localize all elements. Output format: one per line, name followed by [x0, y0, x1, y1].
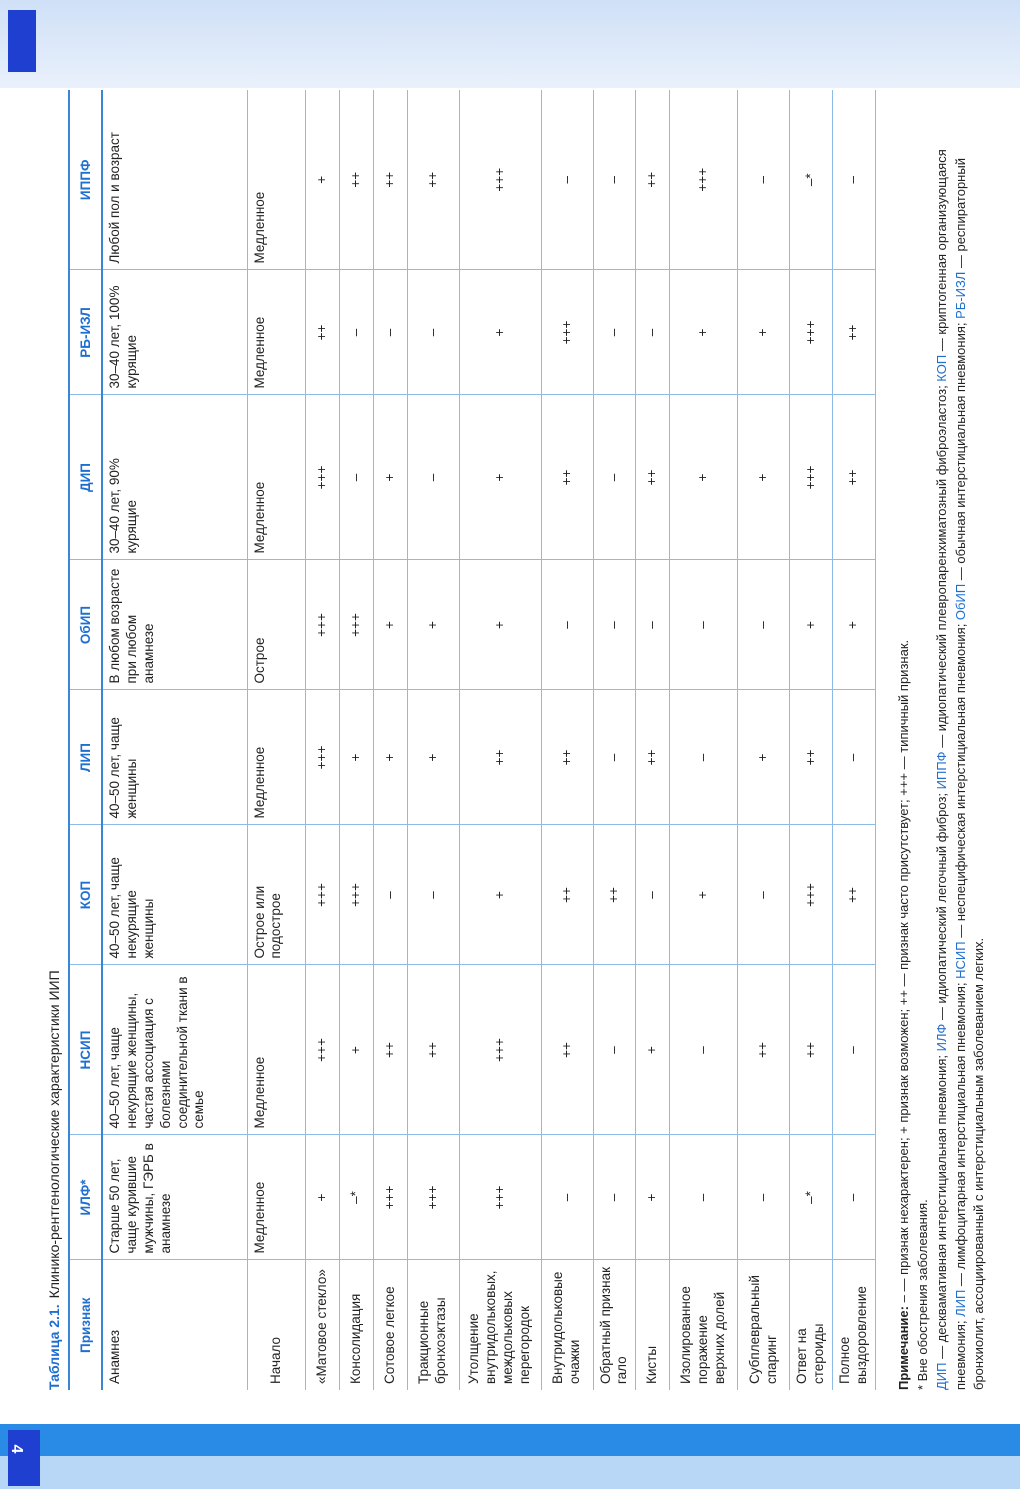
table-row — [247, 90, 305, 1390]
table-cell: +++ — [305, 965, 339, 1135]
table-row — [593, 90, 636, 1390]
table-cell: +++ — [670, 90, 738, 270]
table-cell: ++ — [790, 690, 833, 825]
table-cell: + — [636, 1135, 670, 1260]
table-cell: ++ — [636, 90, 670, 270]
notes-footnote: * Вне обострения заболевания. — [914, 1199, 930, 1390]
abbr-value: — лимфоцитарная интерстициальная пневмония; — [952, 978, 968, 1290]
table-cell: +++ — [790, 825, 833, 965]
table-cell: – — [541, 1135, 593, 1260]
table-cell: – — [738, 1135, 790, 1260]
table-cell: + — [790, 560, 833, 690]
table-cell: ++ — [373, 965, 407, 1135]
table-cell: – — [407, 270, 459, 395]
table-cell: – — [636, 825, 670, 965]
table-cell: – — [339, 270, 373, 395]
table-row — [459, 90, 541, 1390]
table-cell: – — [738, 825, 790, 965]
table-header-row — [69, 90, 102, 1390]
abbr-key: ОбИП — [952, 583, 968, 621]
row-label: Анамнез — [102, 1260, 247, 1390]
table-cell: –* — [339, 1135, 373, 1260]
table-cell: + — [459, 825, 541, 965]
table-cell: ++ — [636, 395, 670, 560]
table-cell: ++ — [339, 90, 373, 270]
table-cell: – — [738, 90, 790, 270]
table-cell: Острое или подострое — [247, 825, 305, 965]
corner-marker — [8, 10, 36, 72]
table-cell: – — [593, 690, 636, 825]
table-cell: – — [833, 965, 876, 1135]
abbr-key: РБ-ИЗЛ — [952, 271, 968, 319]
table-cell: + — [738, 395, 790, 560]
table-row — [790, 90, 833, 1390]
table-notes — [895, 90, 989, 1390]
table-cell: Медленное — [247, 395, 305, 560]
table-cell: +++ — [459, 965, 541, 1135]
table-cell: ++ — [636, 690, 670, 825]
table-cell: +++ — [459, 90, 541, 270]
table-cell: ++ — [407, 90, 459, 270]
column-header: ДИП — [69, 395, 102, 560]
table-body — [102, 90, 875, 1390]
table-cell: + — [305, 90, 339, 270]
table-cell: + — [407, 560, 459, 690]
table-cell: ++ — [541, 825, 593, 965]
table-cell: – — [833, 690, 876, 825]
table-cell: Острое — [247, 560, 305, 690]
table-cell: ++ — [541, 690, 593, 825]
table-row — [339, 90, 373, 1390]
abbr-value: — неспецифическая интерстициальная пневмония; — [952, 620, 968, 942]
row-label: «Матовое стекло» — [305, 1260, 339, 1390]
row-label: Утолщение внутридольковых, междольковых перегородок — [459, 1260, 541, 1390]
table-cell: + — [670, 270, 738, 395]
column-header: ЛИП — [69, 690, 102, 825]
table-cell: – — [833, 1135, 876, 1260]
abbr-value: — десквамативная интерстициальная пневмония; — [933, 1051, 949, 1363]
notes-legend-line — [895, 90, 914, 1390]
table-cell: – — [593, 560, 636, 690]
row-label: Сотовое легкое — [373, 1260, 407, 1390]
abbr-key: ЛИП — [952, 1289, 968, 1317]
column-header: Признак — [69, 1260, 102, 1390]
abbr-value: — респираторный бронхиолит, ассоциированный с интерстициальным заболеванием легких. — [952, 158, 987, 1390]
table-cell: + — [738, 270, 790, 395]
table-row — [636, 90, 670, 1390]
table-cell: ++ — [541, 395, 593, 560]
table-cell: +++ — [541, 270, 593, 395]
table-cell: – — [541, 90, 593, 270]
table-cell: + — [373, 395, 407, 560]
table-cell: – — [670, 965, 738, 1135]
table-cell: + — [373, 690, 407, 825]
table-cell: + — [339, 965, 373, 1135]
table-cell: Старше 50 лет, чаще курившие мужчины, ГЭРБ в анамнезе — [102, 1135, 247, 1260]
table-cell: + — [738, 690, 790, 825]
table-row — [833, 90, 876, 1390]
table-cell: – — [670, 1135, 738, 1260]
table-cell: +++ — [305, 560, 339, 690]
table-cell: +++ — [339, 825, 373, 965]
table-cell: + — [833, 560, 876, 690]
table-cell: 30–40 лет, 100% курящие — [102, 270, 247, 395]
table-cell: +++ — [305, 825, 339, 965]
ip-characteristics-table — [68, 90, 876, 1390]
table-cell: +++ — [305, 395, 339, 560]
table-cell: – — [541, 560, 593, 690]
table-row — [670, 90, 738, 1390]
row-label: Полное выздоровление — [833, 1260, 876, 1390]
table-cell: + — [670, 825, 738, 965]
row-label: Начало — [247, 1260, 305, 1390]
abbr-key: ДИП — [933, 1362, 949, 1390]
table-cell: + — [459, 560, 541, 690]
table-cell: ++ — [373, 90, 407, 270]
table-cell: Медленное — [247, 270, 305, 395]
caption-label: Таблица 2.1. — [46, 1304, 62, 1390]
table-cell: ++ — [459, 690, 541, 825]
table-cell: +++ — [373, 1135, 407, 1260]
table-cell: – — [373, 825, 407, 965]
table-cell: – — [593, 90, 636, 270]
table-row — [305, 90, 339, 1390]
table-cell: +++ — [339, 560, 373, 690]
table-cell: + — [670, 395, 738, 560]
table-cell: – — [407, 395, 459, 560]
row-label: Субплевральный спаринг — [738, 1260, 790, 1390]
abbr-key: ИЛФ — [933, 1023, 949, 1052]
table-cell: + — [459, 395, 541, 560]
table-cell: + — [407, 690, 459, 825]
caption-text: Клинико-рентгенологические характеристики ИИП — [46, 970, 62, 1299]
table-cell: – — [407, 825, 459, 965]
row-label: Тракционные бронхоэктазы — [407, 1260, 459, 1390]
table-cell: – — [670, 690, 738, 825]
table-cell: – — [593, 270, 636, 395]
table-cell: +++ — [790, 395, 833, 560]
table-cell: – — [636, 270, 670, 395]
table-cell: –* — [790, 90, 833, 270]
column-header: ОбИП — [69, 560, 102, 690]
table-cell: – — [738, 560, 790, 690]
table-cell: В любом возрасте при любом анамнезе — [102, 560, 247, 690]
notes-legend: – — признак нехарактерен; + признак возможен; ++ — признак часто присутствует; +++ — типичный признак. — [896, 639, 911, 1303]
table-cell: Медленное — [247, 965, 305, 1135]
table-cell: +++ — [790, 270, 833, 395]
abbr-key: КОП — [933, 354, 949, 382]
table-cell: ++ — [541, 965, 593, 1135]
row-label: Ответ на стероиды — [790, 1260, 833, 1390]
table-cell: +++ — [305, 690, 339, 825]
table-cell: 40–50 лет, чаще женщины — [102, 690, 247, 825]
table-cell: + — [339, 690, 373, 825]
row-label: Обратный признак гало — [593, 1260, 636, 1390]
table-cell: 40–50 лет, чаще некурящие женщины, частая ассоциация с болезнями соединительной ткани в семье — [102, 965, 247, 1135]
table-cell: – — [373, 270, 407, 395]
table-cell: – — [593, 965, 636, 1135]
table-cell: + — [459, 270, 541, 395]
notes-title: Примечание: — [896, 1306, 911, 1390]
row-label: Консолидация — [339, 1260, 373, 1390]
bottom-band-light — [0, 1456, 1020, 1489]
row-label: Внутридольковые очажки — [541, 1260, 593, 1390]
table-cell: – — [339, 395, 373, 560]
table-cell: + — [373, 560, 407, 690]
abbr-value: — криптогенная организующаяся пневмония; — [933, 149, 968, 1390]
column-header: ИППФ — [69, 90, 102, 270]
table-cell: –* — [790, 1135, 833, 1260]
table-cell: ++ — [407, 965, 459, 1135]
table-cell: ++ — [738, 965, 790, 1135]
column-header: ИЛФ* — [69, 1135, 102, 1260]
column-header: КОП — [69, 825, 102, 965]
table-cell: Любой пол и возраст — [102, 90, 247, 270]
rotated-page-content — [40, 50, 1000, 1390]
abbr-key: НСИП — [952, 941, 968, 979]
table-cell: ++ — [833, 270, 876, 395]
table-cell: 30–40 лет, 90% курящие — [102, 395, 247, 560]
table-cell: Медленное — [247, 1135, 305, 1260]
row-label: Кисты — [636, 1260, 670, 1390]
notes-abbreviations — [933, 90, 990, 1390]
table-cell: Медленное — [247, 90, 305, 270]
table-row — [738, 90, 790, 1390]
table-caption — [46, 970, 62, 1390]
column-header: РБ-ИЗЛ — [69, 270, 102, 395]
table-row — [541, 90, 593, 1390]
table-cell: ++ — [833, 825, 876, 965]
table-row — [407, 90, 459, 1390]
abbr-value: — идиопатический плевропаренхиматозный фиброэластоз; — [933, 381, 949, 752]
abbr-value: — обычная интерстициальная пневмония; — [952, 318, 968, 584]
table-cell: ++ — [305, 270, 339, 395]
column-header: НСИП — [69, 965, 102, 1135]
table-cell: Медленное — [247, 690, 305, 825]
abbr-value: — идиопатический легочный фиброз; — [933, 789, 949, 1024]
table-cell: +++ — [407, 1135, 459, 1260]
abbr-key: ИППФ — [933, 751, 949, 790]
table-cell: ++ — [833, 395, 876, 560]
table-cell: – — [670, 560, 738, 690]
row-label: Изолированное поражение верхних долей — [670, 1260, 738, 1390]
table-cell: – — [593, 395, 636, 560]
table-cell: – — [593, 1135, 636, 1260]
table-cell: 40–50 лет, чаще некурящие женщины — [102, 825, 247, 965]
table-row — [373, 90, 407, 1390]
table-cell: + — [636, 965, 670, 1135]
page-number: 4 — [8, 1444, 25, 1454]
table-cell: – — [833, 90, 876, 270]
table-cell: ++ — [593, 825, 636, 965]
table-row — [102, 90, 247, 1390]
table-cell: ++ — [790, 965, 833, 1135]
table-cell: +++ — [459, 1135, 541, 1260]
table-cell: – — [636, 560, 670, 690]
table-cell: + — [305, 1135, 339, 1260]
